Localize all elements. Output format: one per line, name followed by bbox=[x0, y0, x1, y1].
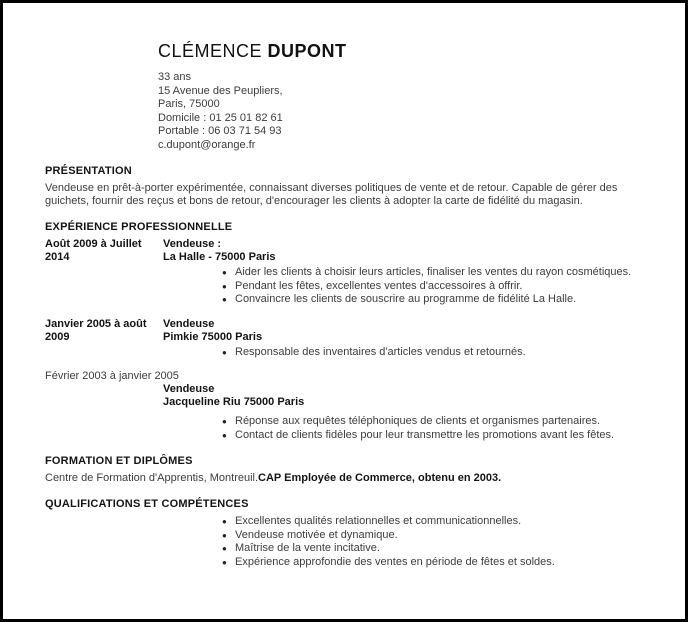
section-qualifications bbox=[45, 498, 633, 569]
job-bullet-list bbox=[163, 266, 633, 307]
section-title-experience: EXPÉRIENCE PROFESSIONNELLE bbox=[45, 221, 233, 233]
section-title-qualifications: QUALIFICATIONS ET COMPÉTENCES bbox=[45, 498, 249, 510]
job-title: Vendeuse : bbox=[163, 238, 222, 250]
last-name: DUPONT bbox=[267, 41, 347, 61]
first-name: CLÉMENCE bbox=[158, 41, 263, 61]
section-title-formation: FORMATION ET DIPLÔMES bbox=[45, 455, 193, 467]
qualification-bullet: ● Expérience approfondie des ventes en période de fêtes et soldes. bbox=[235, 556, 633, 570]
job-bullet: ● Responsable des inventaires d'articles vendus et retournés. bbox=[235, 346, 633, 360]
section-presentation bbox=[45, 165, 633, 208]
job-bullet: ● Convaincre les clients de souscrire au programme de fidélité La Halle. bbox=[235, 293, 633, 307]
job-bullet: ● Contact de clients fidèles pour leur transmettre les promotions avant les fêtes. bbox=[235, 429, 633, 443]
job-entry bbox=[45, 370, 633, 442]
job-dates: Janvier 2005 à août 2009 bbox=[45, 317, 147, 343]
qualification-bullet: ● Maîtrise de la vente incitative. bbox=[235, 542, 633, 556]
contact-phone-home: Domicile : 01 25 01 82 61 bbox=[158, 111, 283, 124]
page-title bbox=[158, 41, 633, 61]
section-formation bbox=[45, 455, 633, 485]
formation-text-bold: CAP Employée de Commerce, obtenu en 2003. bbox=[258, 472, 502, 484]
qualifications-bullet-list bbox=[163, 515, 633, 569]
job-entry bbox=[45, 238, 633, 307]
job-bullet-list bbox=[163, 415, 633, 442]
contact-email: c.dupont@orange.fr bbox=[158, 138, 256, 151]
job-dates: Février 2003 à janvier 2005 bbox=[45, 370, 179, 382]
qualification-bullet: ● Vendeuse motivée et dynamique. bbox=[235, 529, 633, 543]
section-title-presentation: PRÉSENTATION bbox=[45, 165, 132, 177]
job-entry bbox=[45, 318, 633, 360]
job-bullet: ● Pendant les fêtes, excellentes ventes d'accessoires à offrir. bbox=[235, 280, 633, 294]
job-title: Vendeuse bbox=[163, 317, 215, 330]
section-experience bbox=[45, 221, 633, 442]
contact-address-line2: Paris, 75000 bbox=[158, 98, 220, 110]
job-dates: Août 2009 à Juillet 2014 bbox=[45, 238, 142, 263]
contact-age: 33 ans bbox=[158, 71, 192, 83]
job-title: Vendeuse bbox=[163, 383, 215, 395]
contact-address-line1: 15 Avenue des Peupliers, bbox=[158, 84, 283, 97]
job-bullet: ● Aider les clients à choisir leurs articles, finaliser les ventes du rayon cosmétiques. bbox=[235, 266, 633, 280]
qualification-bullet: ● Excellentes qualités relationnelles et communicationnelles. bbox=[235, 515, 633, 529]
job-company: Pimkie 75000 Paris bbox=[163, 330, 263, 343]
formation-text bbox=[45, 472, 633, 485]
job-bullet: ● Réponse aux requêtes téléphoniques de clients et organismes partenaires. bbox=[235, 415, 633, 429]
contact-block bbox=[158, 71, 633, 152]
formation-text-normal: Centre de Formation d'Apprentis, Montreuil. bbox=[45, 472, 259, 484]
presentation-text: Vendeuse en prêt-à-porter expérimentée, connaissant diverses politiques de vente et de retour. Capable de gérer des guichets, fournir des reçus et bons de retour, d'encourager les clients à adopter la carte de fidélité du magasin. bbox=[45, 182, 618, 207]
job-company: Jacqueline Riu 75000 Paris bbox=[163, 396, 305, 408]
job-bullet-list bbox=[163, 346, 633, 360]
contact-phone-mobile: Portable : 06 03 71 54 93 bbox=[158, 125, 282, 137]
job-company: La Halle - 75000 Paris bbox=[163, 251, 276, 263]
